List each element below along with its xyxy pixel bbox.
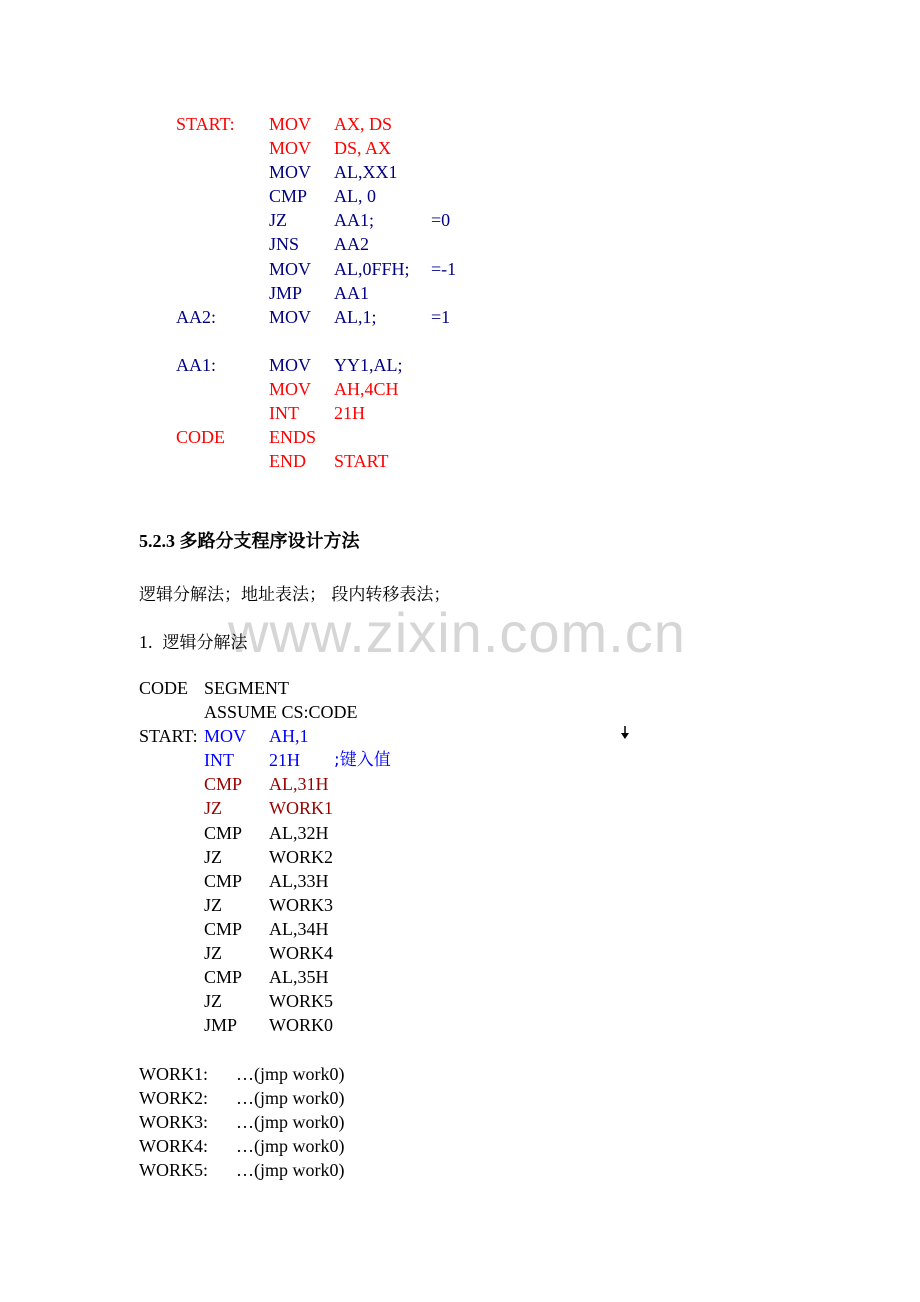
code-operand: WORK4: [269, 943, 333, 964]
code-label: [176, 257, 269, 281]
code-opcode: JZ: [269, 210, 287, 231]
code-comment: =0: [431, 210, 451, 231]
code-label: [139, 845, 204, 869]
code-comment: [431, 281, 491, 305]
code-label: WORK1:: [139, 1064, 208, 1084]
code-operand: AA1;: [334, 210, 374, 231]
code-operand: AL,1;: [334, 306, 377, 327]
code-label: [176, 232, 269, 256]
code-opcode: END: [269, 451, 306, 472]
code-label: [139, 821, 204, 845]
code-comment: [431, 449, 491, 473]
code-line: [139, 917, 423, 941]
section-heading: 5.2.3 多路分支程序设计方法: [139, 531, 360, 551]
code-line: [139, 1134, 344, 1158]
code-label: WORK5:: [139, 1160, 208, 1181]
code-operand: AH,4CH: [334, 379, 399, 400]
code-label: [139, 772, 204, 796]
code-label: [176, 136, 269, 160]
code-opcode: JZ: [204, 894, 222, 915]
methods-list: 逻辑分解法；地址表法； 段内转移表法；: [139, 585, 451, 605]
code-label: START:: [139, 726, 198, 747]
code-label: [176, 160, 269, 184]
code-operand: AL,35H: [269, 967, 329, 988]
code-opcode: MOV: [269, 114, 312, 134]
code-operand: [334, 425, 431, 449]
code-operand: WORK5: [269, 991, 333, 1012]
code-line: [139, 1158, 344, 1182]
item-number: 1.: [139, 632, 153, 652]
code-line: [176, 401, 491, 425]
code-text: …(jmp work0): [236, 1088, 345, 1109]
code-line: [176, 449, 491, 473]
code-line: [176, 425, 491, 449]
code-label: [176, 377, 269, 401]
code-label: WORK2:: [139, 1088, 208, 1109]
code-comment: =-1: [431, 258, 457, 279]
code-operand: WORK2: [269, 846, 333, 867]
code-opcode: MOV: [269, 162, 312, 183]
code-line: [176, 112, 491, 136]
code-opcode: MOV: [269, 354, 312, 375]
code-operand: AL,34H: [269, 918, 329, 939]
code-operand: [269, 676, 334, 700]
code-line: [176, 281, 491, 305]
down-arrow-icon: [620, 726, 630, 740]
code-line: [139, 965, 423, 989]
code-line: [176, 184, 491, 208]
code-line: [139, 1110, 344, 1134]
code-comment: [431, 353, 491, 377]
code-operand: AA2: [334, 234, 369, 255]
code-line: [139, 845, 423, 869]
code-line: [176, 208, 491, 232]
code-operand: AA1: [334, 282, 369, 303]
code-label: START:: [176, 114, 235, 134]
code-comment: =1: [431, 306, 451, 327]
code-opcode: JMP: [204, 1015, 238, 1036]
code-opcode: SEGMENT: [204, 678, 289, 698]
code-label: [139, 989, 204, 1013]
code-label: [176, 329, 269, 353]
code-opcode: MOV: [204, 726, 247, 747]
code-operand: AL,33H: [269, 870, 329, 891]
code-comment: ;键入值: [334, 750, 391, 771]
code-line: [139, 893, 423, 917]
code-line: [176, 257, 491, 281]
code-opcode: CMP: [204, 774, 243, 795]
code-line: [139, 989, 423, 1013]
code-text: …(jmp work0): [236, 1160, 345, 1181]
code-block-2: [139, 676, 423, 1037]
code-line: [139, 772, 423, 796]
code-line: [139, 676, 423, 700]
code-label: [139, 700, 204, 724]
code-text: …(jmp work0): [236, 1064, 345, 1084]
code-opcode: MOV: [269, 306, 312, 327]
code-opcode: ASSUME CS:CODE: [204, 702, 358, 723]
code-label: CODE: [176, 427, 225, 448]
code-comment: [431, 425, 491, 449]
code-operand: AL,32H: [269, 822, 329, 843]
code-label: [139, 796, 204, 820]
code-label: [176, 401, 269, 425]
code-operand: 21H: [269, 750, 300, 771]
code-label: [139, 1013, 204, 1037]
code-opcode: JZ: [204, 943, 222, 964]
code-line: [176, 305, 491, 329]
code-operand: AL,31H: [269, 774, 329, 795]
code-operand: YY1,AL;: [334, 354, 403, 375]
code-operand: AL,XX1: [334, 162, 398, 183]
code-label: [139, 965, 204, 989]
code-label: WORK4:: [139, 1136, 208, 1157]
code-opcode: CMP: [204, 918, 243, 939]
code-operand: AH,1: [269, 726, 309, 747]
code-opcode: MOV: [269, 138, 312, 159]
code-label: [139, 869, 204, 893]
code-line: [139, 869, 423, 893]
code-opcode: JZ: [204, 991, 222, 1012]
code-opcode: CMP: [269, 186, 308, 207]
code-line: [139, 700, 423, 724]
code-label: [176, 281, 269, 305]
code-label: [139, 941, 204, 965]
code-block-1: [176, 112, 491, 473]
code-operand: START: [334, 451, 389, 472]
code-line: [139, 941, 423, 965]
code-operand: WORK0: [269, 1015, 333, 1036]
code-opcode: MOV: [269, 258, 312, 279]
code-line: [176, 377, 491, 401]
list-item-1: [139, 628, 248, 653]
code-line: [139, 1062, 344, 1086]
code-line: [139, 724, 423, 748]
code-line: [176, 353, 491, 377]
code-label: CODE: [139, 678, 188, 698]
code-label: [176, 208, 269, 232]
watermark: www.zixin.com.cn: [228, 601, 686, 664]
code-comment: [431, 329, 491, 353]
code-opcode: CMP: [204, 870, 243, 891]
code-comment: [431, 160, 491, 184]
code-line: [176, 232, 491, 256]
code-opcode: CMP: [204, 822, 243, 843]
code-opcode: JZ: [204, 798, 222, 819]
code-operand: DS, AX: [334, 138, 392, 159]
code-line: [139, 1086, 344, 1110]
code-comment: [431, 112, 491, 136]
code-text: …(jmp work0): [236, 1136, 345, 1157]
code-label: AA1:: [176, 354, 216, 375]
code-line: [139, 1013, 423, 1037]
code-opcode: [269, 329, 334, 353]
item-text: 逻辑分解法: [162, 633, 248, 653]
code-comment: [431, 232, 491, 256]
code-opcode: JMP: [269, 282, 303, 303]
code-text: …(jmp work0): [236, 1112, 345, 1133]
code-opcode: JZ: [204, 846, 222, 867]
code-label: [139, 917, 204, 941]
code-comment: [431, 401, 491, 425]
code-opcode: CMP: [204, 967, 243, 988]
code-operand: [358, 700, 423, 724]
code-opcode: INT: [269, 403, 299, 424]
code-label: [176, 184, 269, 208]
code-line: [139, 796, 423, 820]
code-block-3: [139, 1062, 344, 1182]
code-label: [139, 893, 204, 917]
code-line: [139, 821, 423, 845]
code-opcode: MOV: [269, 379, 312, 400]
code-label: [176, 449, 269, 473]
code-operand: [334, 329, 431, 353]
code-line: [176, 136, 491, 160]
code-comment: [431, 136, 491, 160]
code-operand: AX, DS: [334, 114, 393, 134]
code-operand: WORK1: [269, 798, 333, 819]
code-label: AA2:: [176, 306, 216, 327]
code-opcode: INT: [204, 750, 234, 771]
code-comment: [431, 377, 491, 401]
code-opcode: JNS: [269, 234, 300, 255]
code-operand: 21H: [334, 403, 365, 424]
code-operand: AL,0FFH;: [334, 258, 410, 279]
code-line: [176, 160, 491, 184]
code-label: [139, 748, 204, 772]
code-line: [139, 748, 423, 772]
code-operand: WORK3: [269, 894, 333, 915]
code-operand: AL, 0: [334, 186, 376, 207]
code-comment: [431, 184, 491, 208]
code-line: [176, 329, 491, 353]
code-opcode: ENDS: [269, 427, 317, 448]
code-label: WORK3:: [139, 1112, 208, 1133]
